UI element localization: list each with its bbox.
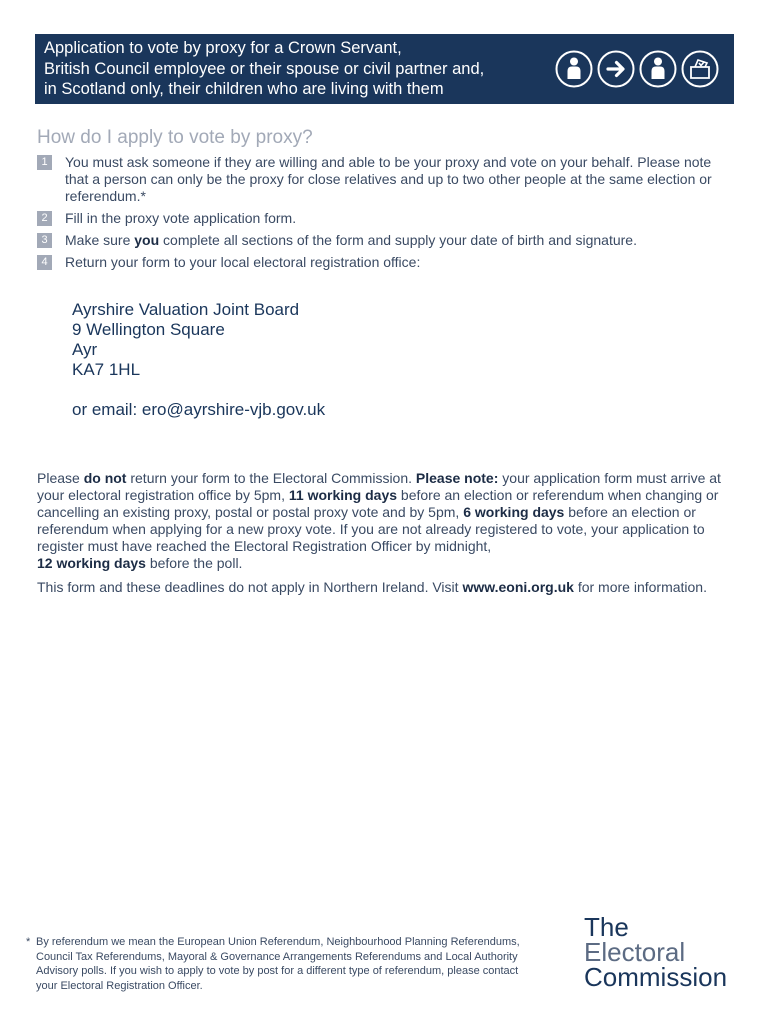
step-text: You must ask someone if they are willing and able to be your proxy and vote on your behalf. Please note that a person can only be the proxy for close relatives and up to two other people at the same election or referendum.* xyxy=(65,154,712,204)
title-line-3: in Scotland only, their children who are living with them xyxy=(44,80,444,98)
title-line-1: Application to vote by proxy for a Crown Servant, xyxy=(44,39,402,57)
section-heading: How do I apply to vote by proxy? xyxy=(37,127,313,148)
step-number: 4 xyxy=(37,255,52,270)
logo-line: The xyxy=(584,912,629,942)
step-text: Return your form to your local electoral registration office: xyxy=(65,254,421,270)
footnote xyxy=(26,935,526,993)
list-item xyxy=(37,210,737,227)
text: return your form to the Electoral Commission. xyxy=(126,470,416,486)
title-line-2: British Council employee or their spouse or civil partner and, xyxy=(44,59,485,78)
header-banner xyxy=(35,34,734,104)
step-number: 1 xyxy=(37,155,52,170)
electoral-commission-logo xyxy=(584,912,728,992)
arrow-right-icon xyxy=(597,50,635,88)
step-number: 2 xyxy=(37,211,52,226)
person-icon xyxy=(639,50,677,88)
step-text: Fill in the proxy vote application form. xyxy=(65,210,297,226)
logo-line: Commission xyxy=(584,962,728,992)
footnote-text: By referendum we mean the European Union Referendum, Neighbourhood Planning Referendums, Council Tax Referendums, Mayoral & Governance Arrangements Referendums and Local Authority Advisory polls. If you wish to apply to vote by post for a different type of referendum, please contact your Electoral Registration Officer. xyxy=(36,936,520,992)
text: before an election or referendum when changing or cancelling an existing proxy, postal or postal proxy vote and by 5pm, xyxy=(37,487,719,520)
steps-list xyxy=(37,154,737,276)
text: Please xyxy=(37,470,84,486)
address-postcode: KA7 1HL xyxy=(72,360,141,379)
text: for more information. xyxy=(573,579,707,595)
bold-text: Please note: xyxy=(415,470,499,486)
logo-line: Electoral xyxy=(584,937,686,967)
step-text-pre: Make sure xyxy=(65,232,135,248)
text: This form and these deadlines do not apply in Northern Ireland. Visit xyxy=(37,579,463,595)
list-item xyxy=(37,254,737,271)
step-number: 3 xyxy=(37,233,52,248)
address-line: Ayr xyxy=(72,340,98,359)
person-icon xyxy=(555,50,593,88)
text: your application form must arrive at your electoral registration office by 5pm, xyxy=(37,470,721,503)
step-text-bold: you xyxy=(134,232,160,248)
eoni-link-text: www.eoni.org.uk xyxy=(462,579,574,595)
footnote-star: * xyxy=(26,936,31,948)
address-line: 9 Wellington Square xyxy=(72,320,225,339)
deadline-paragraph xyxy=(37,470,737,572)
step-text-post: complete all sections of the form and supply your date of birth and signature. xyxy=(159,232,637,248)
banner-icons xyxy=(555,50,719,90)
ballot-box-icon xyxy=(681,50,719,88)
list-item xyxy=(37,154,737,205)
address-email: or email: ero@ayrshire-vjb.gov.uk xyxy=(72,400,326,419)
return-address xyxy=(72,300,325,420)
bold-text: 12 working days xyxy=(37,555,146,571)
list-item xyxy=(37,232,737,249)
bold-text: do not xyxy=(83,470,127,486)
northern-ireland-paragraph xyxy=(37,579,737,596)
address-line: Ayrshire Valuation Joint Board xyxy=(72,300,300,319)
text: before an election or referendum when applying for a new proxy vote. If you are not already registered to vote, your application to register must have reached the Electoral Registration Officer by midnight, xyxy=(37,504,705,554)
bold-text: 11 working days xyxy=(288,487,398,503)
text: before the poll. xyxy=(145,555,243,571)
bold-text: 6 working days xyxy=(463,504,565,520)
form-title xyxy=(44,38,554,100)
